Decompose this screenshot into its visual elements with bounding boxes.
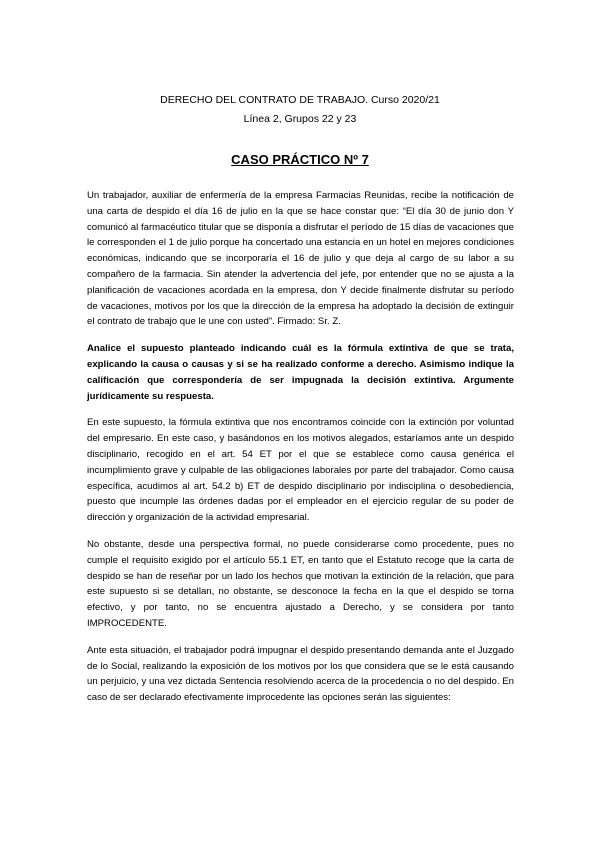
course-header: DERECHO DEL CONTRATO DE TRABAJO. Curso 2020/21 bbox=[160, 94, 440, 106]
answer-paragraph-1: En este supuesto, la fórmula extintiva que nos encontramos coincide con la extinción por voluntad del empresario. En este caso, y basándonos en los motivos alegados, estaríamos ante un despido disciplinario, recogido en el art. 54 ET por el que se establece como causa genérica el incumplimiento grave y culpable de las obligaciones laborales por parte del trabajador. Como causa específica, acudimos al art. 54.2 b) ET de despido disciplinario por indisciplina o desobediencia, puesto que incumple las órdenes dadas por el empleador en el ejercicio regular de su poder de dirección y organización de la actividad empresarial. bbox=[87, 417, 514, 524]
case-statement-paragraph: Un trabajador, auxiliar de enfermería de la empresa Farmacias Reunidas, recibe la notificación de una carta de despido el día 16 de julio en la que se hace constar que: “El día 30 de junio don Y comunicó al farmacéutico titular que se disponía a disfrutar el período de 15 días de vacaciones que le corresponden el 1 de julio porque ha concertado una estancia en un hotel en mejores condiciones económicas, indicando que se incorporaría el 16 de julio y que deja al cargo de su labor a su compañero de la farmacia. Sin atender la advertencia del jefe, por entender que no se ajusta a la planificación de vacaciones acordada en la empresa, don Y decide finalmente disfrutar su período de vacaciones, motivos por los que la dirección de la empresa ha adoptado la decisión de extinguir el contrato de trabajo que le une con usted”. Firmado: Sr. Z. bbox=[87, 190, 514, 328]
answer-paragraph-2: No obstante, desde una perspectiva formal, no puede considerarse como procedente, pues no cumple el requisito exigido por el artículo 55.1 ET, en tanto que el Estatuto recoge que la carta de despido se han de reseñar por un lado los hechos que motivan la extinción de la relación, que para este supuesto si se detallan, no obstante, se desconoce la fecha en la que el despido se torna efectivo, y por tanto, no se encuentra ajustado a Derecho, y se considera por tanto IMPROCEDENTE. bbox=[87, 538, 514, 629]
answer-paragraph-3: Ante esta situación, el trabajador podrá impugnar el despido presentando demanda ante el Juzgado de lo Social, realizando la exposición de los motivos por los que considera que se le está causando un perjuicio, y una vez dictada Sentencia resolviendo acerca de la procedencia o no del despido. En caso de ser declarado efectivamente improcedente las opciones serán las siguientes: bbox=[87, 644, 514, 704]
question-paragraph: Analice el supuesto planteado indicando cuál es la fórmula extintiva de que se trata, explicando la causa o causas y si se ha realizado conforme a derecho. Asimismo indique la calificación que correspondería de ser impugnada la decisión extintiva. Argumente jurídicamente su respuesta. bbox=[87, 343, 514, 402]
group-header: Línea 2, Grupos 22 y 23 bbox=[243, 113, 357, 125]
document-body bbox=[87, 188, 514, 717]
case-title: CASO PRÁCTICO Nº 7 bbox=[231, 152, 369, 167]
